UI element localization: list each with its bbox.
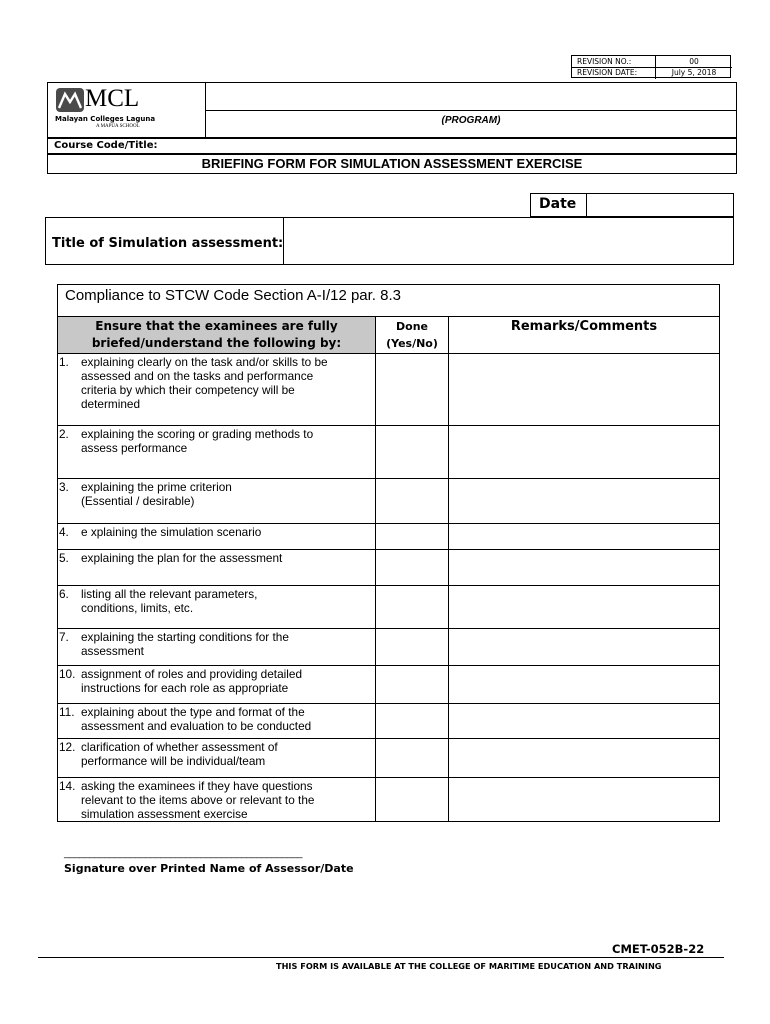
column-divider-2 xyxy=(448,316,449,821)
row-text-line: explaining the prime criterion xyxy=(81,480,232,494)
done-cell[interactable] xyxy=(377,524,447,548)
logo xyxy=(47,82,206,138)
remarks-cell[interactable] xyxy=(450,354,718,424)
column-header-done-line2: (Yes/No) xyxy=(386,337,438,350)
logo-subtitle: Malayan Colleges Laguna xyxy=(55,115,156,123)
table-row xyxy=(59,705,374,733)
row-text-line: assignment of roles and providing detailed xyxy=(81,667,303,681)
row-number: 2. xyxy=(59,427,69,441)
done-cell[interactable] xyxy=(377,426,447,477)
table-row xyxy=(59,480,374,508)
row-text xyxy=(81,551,374,565)
done-cell[interactable] xyxy=(377,629,447,664)
row-text xyxy=(81,355,374,411)
row-text xyxy=(81,779,374,821)
table-heading: Compliance to STCW Code Section A-I/12 par. 8.3 xyxy=(65,287,401,304)
column-header-task-line2: briefed/understand the following by: xyxy=(91,336,342,350)
date-box xyxy=(530,193,734,217)
row-text-line: explaining the plan for the assessment xyxy=(81,551,283,565)
table-row xyxy=(59,779,374,821)
row-text-line: explaining about the type and format of the xyxy=(81,705,305,719)
row-text xyxy=(81,587,374,615)
table-row xyxy=(59,587,374,615)
remarks-cell[interactable] xyxy=(450,586,718,627)
table-row xyxy=(59,551,374,565)
signature-line: _______________________________________________ xyxy=(64,848,302,859)
row-text-line: explaining the scoring or grading methods to xyxy=(81,427,314,441)
compliance-table xyxy=(57,284,720,822)
row-text-line: simulation assessment exercise xyxy=(81,807,248,821)
remarks-cell[interactable] xyxy=(450,426,718,477)
footer-rule xyxy=(38,957,724,958)
form-title: BRIEFING FORM FOR SIMULATION ASSESSMENT EXERCISE xyxy=(201,156,583,171)
row-number: 12. xyxy=(59,740,76,754)
column-header-done-line1: Done xyxy=(396,320,428,333)
table-row xyxy=(59,427,374,455)
row-text-line: explaining clearly on the task and/or skills to be xyxy=(81,355,328,369)
done-cell[interactable] xyxy=(377,354,447,424)
row-text-line: determined xyxy=(81,397,141,411)
program-line xyxy=(205,110,737,111)
column-header-task-line1: Ensure that the examinees are fully xyxy=(95,319,338,333)
table-row xyxy=(59,667,374,695)
row-text xyxy=(81,525,374,539)
simulation-title-row xyxy=(45,217,734,265)
revision-box xyxy=(571,55,731,78)
remarks-cell[interactable] xyxy=(450,739,718,776)
row-text-line: listing all the relevant parameters, xyxy=(81,587,258,601)
revision-no-value: 00 xyxy=(689,57,699,66)
row-text xyxy=(81,427,374,455)
revision-date-label: REVISION DATE: xyxy=(577,68,638,77)
row-text xyxy=(81,740,374,768)
done-cell[interactable] xyxy=(377,778,447,820)
remarks-cell[interactable] xyxy=(450,524,718,548)
row-number: 5. xyxy=(59,551,69,565)
date-field[interactable] xyxy=(588,195,732,215)
program-label: (PROGRAM) xyxy=(441,115,501,126)
table-row xyxy=(59,355,374,411)
done-cell[interactable] xyxy=(377,704,447,737)
row-number: 7. xyxy=(59,630,69,644)
simulation-title-field[interactable] xyxy=(285,220,731,262)
remarks-cell[interactable] xyxy=(450,629,718,664)
logo-tagline: A MAPÚA SCHOOL xyxy=(96,124,140,129)
row-number: 14. xyxy=(59,779,76,793)
remarks-cell[interactable] xyxy=(450,666,718,702)
column-divider-1 xyxy=(375,316,376,821)
done-cell[interactable] xyxy=(377,739,447,776)
row-text-line: instructions for each role as appropriate xyxy=(81,681,289,695)
row-number: 11. xyxy=(59,705,75,719)
row-number: 1. xyxy=(59,355,69,369)
row-text-line: clarification of whether assessment of xyxy=(81,740,278,754)
row-text-line: assessed and on the tasks and performance xyxy=(81,369,314,383)
done-cell[interactable] xyxy=(377,586,447,627)
simulation-title-label: Title of Simulation assessment: xyxy=(52,236,284,251)
row-text-line: assessment xyxy=(81,644,144,658)
row-number: 4. xyxy=(59,525,69,539)
row-number: 6. xyxy=(59,587,69,601)
remarks-cell[interactable] xyxy=(450,550,718,584)
revision-date-value: July 5, 2018 xyxy=(671,68,717,77)
row-text-line: relevant to the items above or relevant to the xyxy=(81,793,315,807)
remarks-cell[interactable] xyxy=(450,704,718,737)
row-text xyxy=(81,480,374,508)
row-text-line: (Essential / desirable) xyxy=(81,494,195,508)
remarks-cell[interactable] xyxy=(450,479,718,522)
row-text-line: assess performance xyxy=(81,441,188,455)
table-row xyxy=(59,525,374,539)
signature-label: Signature over Printed Name of Assessor/Date xyxy=(64,862,354,875)
row-number: 10. xyxy=(59,667,76,681)
table-row xyxy=(59,630,374,658)
row-text-line: assessment and evaluation to be conducted xyxy=(81,719,312,733)
revision-no-label: REVISION NO.: xyxy=(577,57,632,66)
row-text xyxy=(81,630,374,658)
remarks-cell[interactable] xyxy=(450,778,718,820)
row-text-line: e xplaining the simulation scenario xyxy=(81,525,262,539)
footer-code: CMET-052B-22 xyxy=(612,942,705,956)
column-header-done xyxy=(376,318,448,352)
row-text xyxy=(81,667,374,695)
course-code-label: Course Code/Title: xyxy=(54,140,158,151)
row-text-line: explaining the starting conditions for the xyxy=(81,630,289,644)
column-header-task xyxy=(58,318,375,352)
column-header-remarks: Remarks/Comments xyxy=(510,319,658,334)
date-label: Date xyxy=(539,196,577,212)
table-row xyxy=(59,740,374,768)
row-text-line: criteria by which their competency will be xyxy=(81,383,295,397)
logo-name: MCL xyxy=(85,85,140,112)
footer-note: THIS FORM IS AVAILABLE AT THE COLLEGE OF MARITIME EDUCATION AND TRAINING xyxy=(276,961,662,971)
row-number: 3. xyxy=(59,480,69,494)
course-code-row xyxy=(47,138,737,154)
form-title-bar xyxy=(47,154,737,174)
done-cell[interactable] xyxy=(377,666,447,702)
done-cell[interactable] xyxy=(377,479,447,522)
done-cell[interactable] xyxy=(377,550,447,584)
row-text-line: performance will be individual/team xyxy=(81,754,266,768)
row-text-line: asking the examinees if they have questions xyxy=(81,779,313,793)
row-text-line: conditions, limits, etc. xyxy=(81,601,194,615)
row-text xyxy=(81,705,374,733)
header-top-line xyxy=(58,316,719,317)
